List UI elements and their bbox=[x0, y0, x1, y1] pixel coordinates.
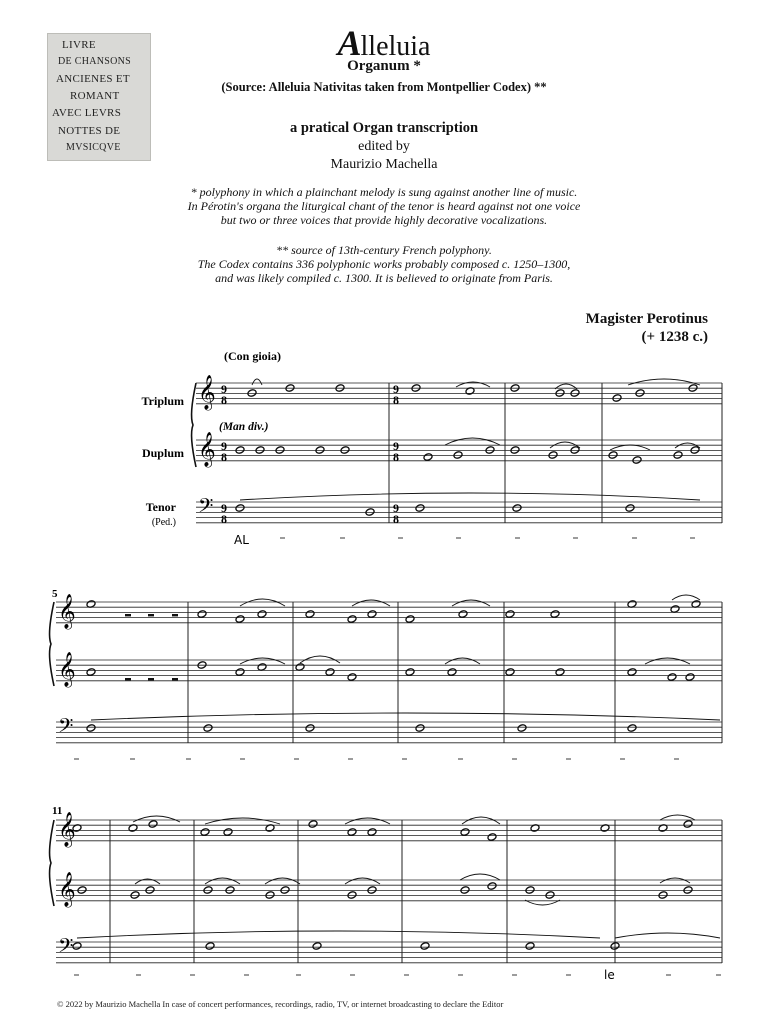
slur bbox=[352, 600, 390, 606]
time-signature-numerator: 9 bbox=[393, 382, 399, 396]
treble-clef-icon: 𝄞 bbox=[58, 594, 76, 629]
whole-note bbox=[203, 724, 213, 733]
whole-note bbox=[257, 610, 267, 619]
treble-clef-icon: 𝄞 bbox=[198, 432, 216, 467]
slur bbox=[205, 878, 240, 884]
whole-note bbox=[548, 451, 558, 460]
whole-note bbox=[235, 615, 245, 624]
whole-note bbox=[130, 891, 140, 900]
slur bbox=[445, 658, 480, 664]
slur bbox=[610, 445, 650, 450]
slur bbox=[462, 817, 500, 824]
editor-name: Maurizio Machella bbox=[330, 157, 438, 172]
whole-note bbox=[305, 724, 315, 733]
whole-note bbox=[627, 668, 637, 677]
whole-note bbox=[325, 668, 335, 677]
whole-note bbox=[458, 610, 468, 619]
whole-note bbox=[347, 615, 357, 624]
whole-note bbox=[667, 673, 677, 682]
slur bbox=[645, 658, 690, 664]
slur bbox=[240, 599, 285, 606]
whole-note bbox=[658, 891, 668, 900]
whole-note bbox=[235, 668, 245, 677]
whole-note bbox=[447, 668, 457, 677]
source-line: (Source: Alleluia Nativitas taken from Montpellier Codex) ** bbox=[221, 80, 547, 94]
whole-note bbox=[487, 882, 497, 891]
whole-note bbox=[200, 828, 210, 837]
treble-clef-icon: 𝄞 bbox=[58, 812, 76, 847]
whole-note bbox=[347, 673, 357, 682]
time-signature-denominator: 8 bbox=[393, 450, 399, 464]
treble-clef-icon: 𝄞 bbox=[198, 375, 216, 410]
rest-mark bbox=[148, 678, 154, 680]
whole-note bbox=[235, 504, 245, 513]
whole-note bbox=[627, 724, 637, 733]
whole-note bbox=[367, 610, 377, 619]
slur bbox=[345, 818, 390, 824]
lyric-syllable-al: AL bbox=[234, 533, 249, 547]
whole-note bbox=[405, 668, 415, 677]
slur bbox=[240, 658, 285, 664]
stamp-line: ROMANT bbox=[70, 90, 120, 102]
time-signature-numerator: 9 bbox=[393, 501, 399, 515]
whole-note bbox=[148, 820, 158, 829]
staff-systems bbox=[50, 375, 722, 975]
slur bbox=[252, 379, 262, 385]
footnote-2-line-3: and was likely compiled c. 1300. It is believed to originate from Paris. bbox=[215, 271, 553, 285]
whole-note bbox=[505, 668, 515, 677]
treble-clef-icon: 𝄞 bbox=[58, 652, 76, 687]
bass-clef-icon: 𝄢 bbox=[58, 714, 74, 742]
whole-note bbox=[347, 891, 357, 900]
rest-mark bbox=[125, 678, 131, 680]
manual-marking: (Man div.) bbox=[219, 421, 269, 433]
slur bbox=[660, 878, 690, 883]
whole-note bbox=[487, 833, 497, 842]
whole-note bbox=[612, 394, 622, 403]
slur bbox=[628, 379, 700, 385]
whole-note bbox=[205, 942, 215, 951]
slur bbox=[265, 878, 300, 884]
whole-note bbox=[423, 453, 433, 462]
lyric-syllable-le: le bbox=[604, 968, 615, 982]
time-signature-denominator: 8 bbox=[221, 450, 227, 464]
slur bbox=[77, 931, 600, 938]
time-signature-denominator: 8 bbox=[221, 512, 227, 526]
whole-note bbox=[608, 451, 618, 460]
slur bbox=[205, 818, 280, 824]
copyright-footer: © 2022 by Maurizio Machella In case of concert performances, recordings, radio, TV, or internet broadcasting to declare the Editor bbox=[57, 999, 504, 1009]
whole-note bbox=[525, 942, 535, 951]
whole-note bbox=[405, 615, 415, 624]
whole-note bbox=[415, 724, 425, 733]
whole-note bbox=[673, 451, 683, 460]
slur bbox=[452, 600, 490, 606]
stamp-line: AVEC LEVRS bbox=[52, 107, 122, 119]
whole-note bbox=[555, 668, 565, 677]
slur bbox=[445, 438, 500, 445]
footnote-1-line-2: In Pérotin's organa the liturgical chant of the tenor is heard against not one voice bbox=[187, 199, 581, 213]
whole-note bbox=[312, 942, 322, 951]
whole-note bbox=[545, 891, 555, 900]
whole-note bbox=[367, 828, 377, 837]
whole-note bbox=[683, 820, 693, 829]
whole-note bbox=[625, 504, 635, 513]
edited-by: edited by bbox=[358, 139, 410, 154]
staff-brace bbox=[192, 383, 196, 467]
whole-note bbox=[308, 820, 318, 829]
whole-note bbox=[670, 605, 680, 614]
staff-brace bbox=[50, 820, 54, 906]
bass-clef-icon: 𝄢 bbox=[198, 494, 214, 522]
stamp-line: NOTTES DE bbox=[58, 125, 121, 137]
title-initial: A bbox=[337, 23, 361, 63]
whole-note bbox=[72, 942, 82, 951]
rest-mark bbox=[172, 678, 178, 680]
rest-mark bbox=[125, 614, 131, 616]
stamp-line: DE CHANSONS bbox=[58, 56, 132, 67]
time-signature-numerator: 9 bbox=[221, 382, 227, 396]
slur bbox=[615, 933, 720, 938]
title-rest: lleluia bbox=[360, 31, 431, 62]
whole-note bbox=[632, 456, 642, 465]
time-signature-numerator: 9 bbox=[221, 439, 227, 453]
staff-label-tenor: Tenor bbox=[145, 500, 176, 514]
footnote-1-line-3: but two or three voices that provide highly decorative vocalizations. bbox=[220, 213, 548, 227]
whole-note bbox=[505, 610, 515, 619]
tempo-marking: (Con gioia) bbox=[224, 349, 281, 363]
staff-brace bbox=[50, 602, 54, 686]
whole-note bbox=[347, 828, 357, 837]
stamp-line: LIVRE bbox=[62, 39, 96, 51]
slur bbox=[460, 874, 500, 880]
system-number: 11 bbox=[52, 805, 63, 817]
bass-clef-icon: 𝄢 bbox=[58, 934, 74, 962]
whole-note bbox=[197, 610, 207, 619]
system-number: 5 bbox=[52, 588, 58, 600]
composer-name: Magister Perotinus bbox=[585, 311, 708, 327]
rest-mark bbox=[148, 614, 154, 616]
transcription-line: a pratical Organ transcription bbox=[289, 120, 479, 136]
staff-sublabel-pedal: (Ped.) bbox=[151, 517, 176, 528]
staff-label-duplum: Duplum bbox=[141, 446, 184, 460]
slur bbox=[660, 815, 695, 820]
slur bbox=[672, 595, 700, 600]
whole-note bbox=[517, 724, 527, 733]
footnote-2-line-1: ** source of 13th-century French polyphony. bbox=[276, 243, 492, 257]
whole-note bbox=[223, 828, 233, 837]
time-signature-denominator: 8 bbox=[221, 393, 227, 407]
rest-mark bbox=[172, 614, 178, 616]
whole-note bbox=[460, 828, 470, 837]
whole-note bbox=[265, 891, 275, 900]
staff-label-triplum: Triplum bbox=[141, 394, 184, 408]
slur bbox=[300, 656, 340, 663]
whole-note bbox=[295, 663, 305, 672]
subtitle: Organum * bbox=[347, 58, 421, 74]
time-signature-denominator: 8 bbox=[393, 512, 399, 526]
whole-note bbox=[685, 673, 695, 682]
time-signature-numerator: 9 bbox=[221, 501, 227, 515]
footnote-1-line-1: * polyphony in which a plainchant melody is sung against another line of music. bbox=[190, 185, 578, 199]
slur bbox=[91, 713, 720, 720]
slur bbox=[345, 878, 380, 884]
whole-note bbox=[86, 668, 96, 677]
whole-note bbox=[257, 663, 267, 672]
time-signature-denominator: 8 bbox=[393, 393, 399, 407]
whole-note bbox=[86, 724, 96, 733]
whole-note bbox=[305, 610, 315, 619]
slur bbox=[240, 493, 700, 500]
stamp-line: MVSICQVE bbox=[66, 142, 121, 153]
whole-note bbox=[550, 610, 560, 619]
whole-note bbox=[453, 451, 463, 460]
footnote-2-line-2: The Codex contains 336 polyphonic works probably composed c. 1250–1300, bbox=[197, 257, 571, 271]
stamp-line: ANCIENES ET bbox=[56, 73, 130, 85]
composer-dates: (+ 1238 c.) bbox=[641, 329, 708, 345]
whole-note bbox=[420, 942, 430, 951]
treble-clef-icon: 𝄞 bbox=[58, 872, 76, 907]
whole-note bbox=[415, 504, 425, 513]
whole-note bbox=[512, 504, 522, 513]
time-signature-numerator: 9 bbox=[393, 439, 399, 453]
